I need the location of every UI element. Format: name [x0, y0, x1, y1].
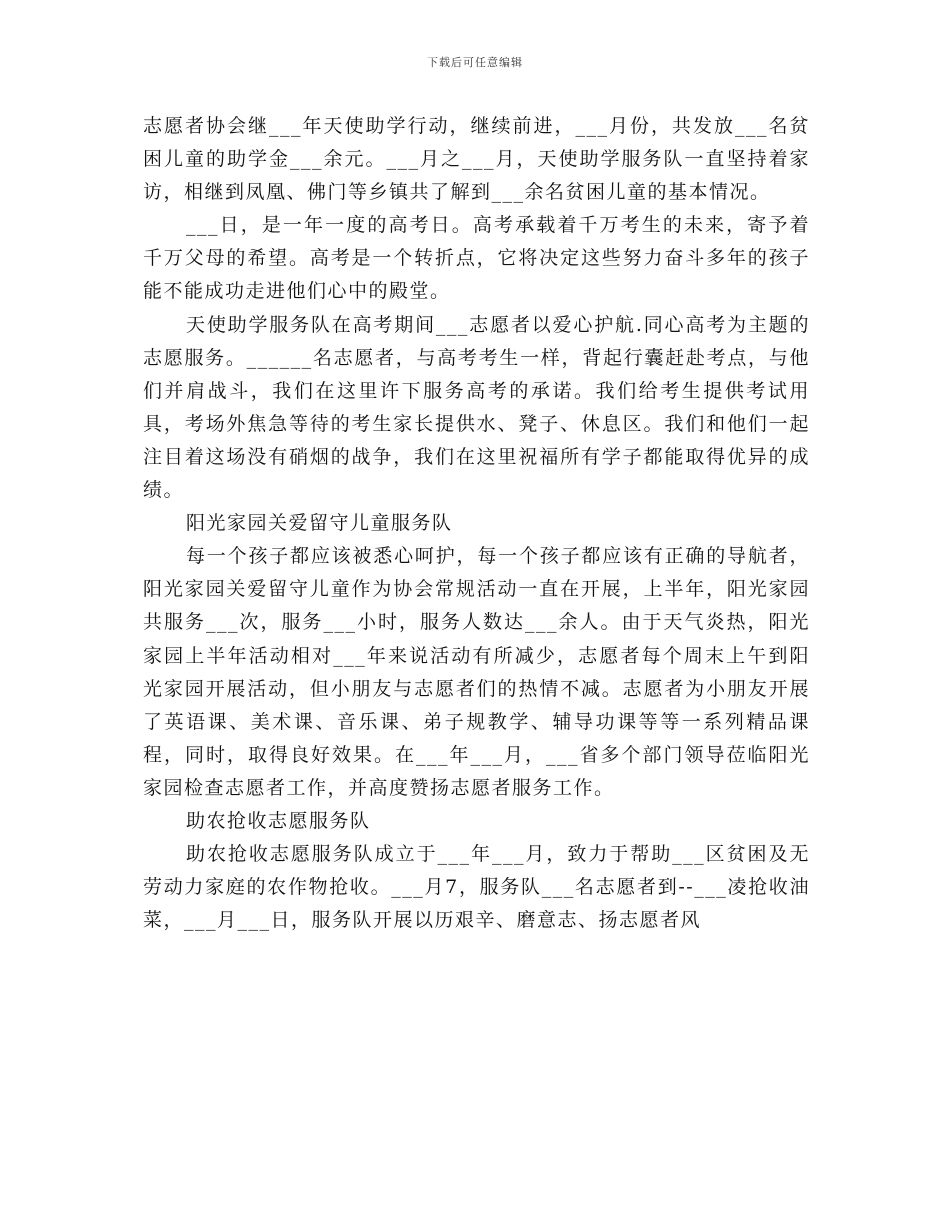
section-heading-sunshine-home: 阳光家园关爱留守儿童服务队	[186, 512, 453, 535]
paragraph-2: ___日，是一年一度的高考日。高考承载着千万考生的未来，寄予着千万父母的希望。高考是一个转折点，它将决定这些努力奋斗多年的孩子能不能成功走进他们心中的殿堂。	[143, 214, 810, 303]
document-body	[143, 110, 810, 937]
paragraph-3: 天使助学服务队在高考期间___志愿者以爱心护航.同心高考为主题的志愿服务。______名志愿者，与高考考生一样，背起行囊赶赴考点，与他们并肩战斗，我们在这里许下服务高考的承诺。我们给考生提供考试用具，考场外焦急等待的考生家长提供水、凳子、休息区。我们和他们一起注目着这场没有硝烟的战争，我们在这里祝福所有学子都能取得优异的成绩。	[143, 313, 810, 502]
paragraph-1: 志愿者协会继___年天使助学行动，继续前进，___月份，共发放___名贫困儿童的助学金___余元。___月之___月，天使助学服务队一直坚持着家访，相继到凤凰、佛门等乡镇共了解到___余名贫困儿童的基本情况。	[143, 115, 810, 204]
paragraph-4: 每一个孩子都应该被悉心呵护，每一个孩子都应该有正确的导航者，阳光家园关爱留守儿童作为协会常规活动一直在开展，上半年，阳光家园共服务___次，服务___小时，服务人数达___余人。由于天气炎热，阳光家园上半年活动相对___年来说活动有所减少，志愿者每个周末上午到阳光家园开展活动，但小朋友与志愿者们的热情不减。志愿者为小朋友开展了英语课、美术课、音乐课、弟子规教学、辅导功课等等一系列精品课程，同时，取得良好效果。在___年___月，___省多个部门领导莅临阳光家园检查志愿者工作，并高度赞扬志愿者服务工作。	[143, 545, 810, 799]
page-header: 下载后可任意编辑	[427, 56, 523, 69]
paragraph-5: 助农抢收志愿服务队成立于___年___月，致力于帮助___区贫困及无劳动力家庭的农作物抢收。___月7，服务队___名志愿者到--___凌抢收油菜，___月___日，服务队开展以历艰辛、磨意志、扬志愿者风	[143, 843, 810, 932]
section-heading-harvest-team: 助农抢收志愿服务队	[186, 809, 371, 832]
